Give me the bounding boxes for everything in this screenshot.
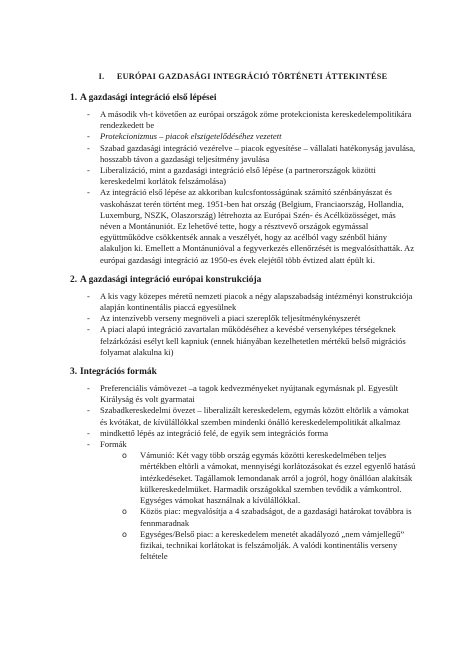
- section-list: [70, 383, 416, 562]
- list-item: - A piaci alapú integráció zavartalan működéséhez a kevésbé versenyképes térségeknek felzárkózási esélyt kell kapniuk (ennek hiányában kezelhetetlen mértékű belső migrációs folyamat alakulna ki): [70, 324, 416, 358]
- list-item: [70, 439, 416, 562]
- section-heading: [70, 275, 416, 285]
- section-title: A gazdasági integráció első lépései: [80, 93, 217, 103]
- section-list: [70, 109, 416, 266]
- list-item: - Az integráció első lépése az akkoriban kulcsfontosságúnak számító szénbányászat és vaskohászat terén történt meg. 1951-ben hat ország (Belgium, Franciaország, Hollandia, Luxemburg, NSZK, Olaszország) létrehozta az Európai Szén- és Acélközösséget, más néven a Montánuniót. Ez lehetővé tette, hogy a résztvevő országok egymással együttműködve csökkentsék annak a veszélyét, hogy az acélból vagy szénből hiány alakuljon ki. Emellett a Montánunióval a fegyverkezés ellenőrzését is megvalósíthatták. Az európai gazdasági integráció az 1950-es évek elejétől több évtized alatt épült ki.: [70, 187, 416, 265]
- list-item-text: Protekcionizmus – piacok elszigetelődéséhez vezetett: [100, 131, 282, 142]
- list-item: - Az intenzívebb verseny megnöveli a piaci szereplők teljesítménykényszerét: [70, 313, 416, 324]
- list-item: - Szabad gazdasági integráció vezérelve – piacok egyesítése – vállalati hatékonyság javulása, hosszabb távon a gazdasági teljesítmény javulása: [70, 143, 416, 165]
- sub-list-item: o Közös piac: megvalósítja a 4 szabadságot, de a gazdasági határokat továbbra is fennmaradnak: [100, 506, 416, 528]
- section-number: 3.: [70, 367, 78, 378]
- section-heading: [70, 93, 416, 103]
- section-title: Integrációs formák: [80, 367, 157, 378]
- section-title: A gazdasági integráció európai konstrukciója: [80, 274, 262, 285]
- chapter-title: [70, 72, 416, 81]
- section-number: 1.: [70, 93, 78, 103]
- list-item-text: Formák: [100, 439, 127, 450]
- list-item: - A második vh-t követően az európai országok zöme protekcionista kereskedelempolitikára rendezkedett be: [70, 109, 416, 131]
- list-item: - Preferenciális vámövezet –a tagok kedvezményeket nyújtanak egymásnak pl. Egyesült Királyság és volt gyarmatai: [70, 383, 416, 405]
- section-number: 2.: [70, 274, 78, 285]
- chapter-title-text: EURÓPAI GAZDASÁGI INTEGRÁCIÓ TÖRTÉNETI ÁTTEKINTÉSE: [116, 72, 388, 81]
- sub-list-item: o Egységes/Belső piac: a kereskedelem menetét akadályozó „nem vámjellegű” fizikai, technikai korlátokat is felszámolják. A valódi kontinentális verseny feltétele: [100, 529, 416, 563]
- list-item: - Liberalizáció, mint a gazdasági integráció első lépése (a partnerországok közötti kereskedelmi korlátok felszámolása): [70, 165, 416, 187]
- section-list: [70, 291, 416, 358]
- list-item: - A kis vagy közepes méretű nemzeti piacok a négy alapszabadság intézményi konstrukciója alapján kontinentális piaccá egyesülnek: [70, 291, 416, 313]
- list-item: - mindkettő lépés az integráció felé, de egyik sem integrációs forma: [70, 428, 416, 439]
- sub-list-item: o Vámunió: Két vagy több ország egymás közötti kereskedelmében teljes mértékben eltörli a vámokat, mennyiségi korlátozásokat és ezzel egyenlő hatású intézkedéseket. Tagállamok lemondanak arról a jogról, hogy önállóan alakítsák külkereskedelmüket. Harmadik országokkal szemben tevődik a vámkontrol. Egységes vámokat használnak a kívülállókkal.: [100, 450, 416, 506]
- list-item: [70, 131, 416, 142]
- sub-list: [100, 450, 416, 562]
- list-item: - Szabadkereskedelmi övezet – liberalizált kereskedelem, egymás között eltörlik a vámokat és kvótákat, de kívülállókkal szemben mindenki önálló kereskedelempolitikát alkalmaz: [70, 405, 416, 427]
- chapter-number: I.: [98, 72, 105, 81]
- section-heading: [70, 367, 416, 377]
